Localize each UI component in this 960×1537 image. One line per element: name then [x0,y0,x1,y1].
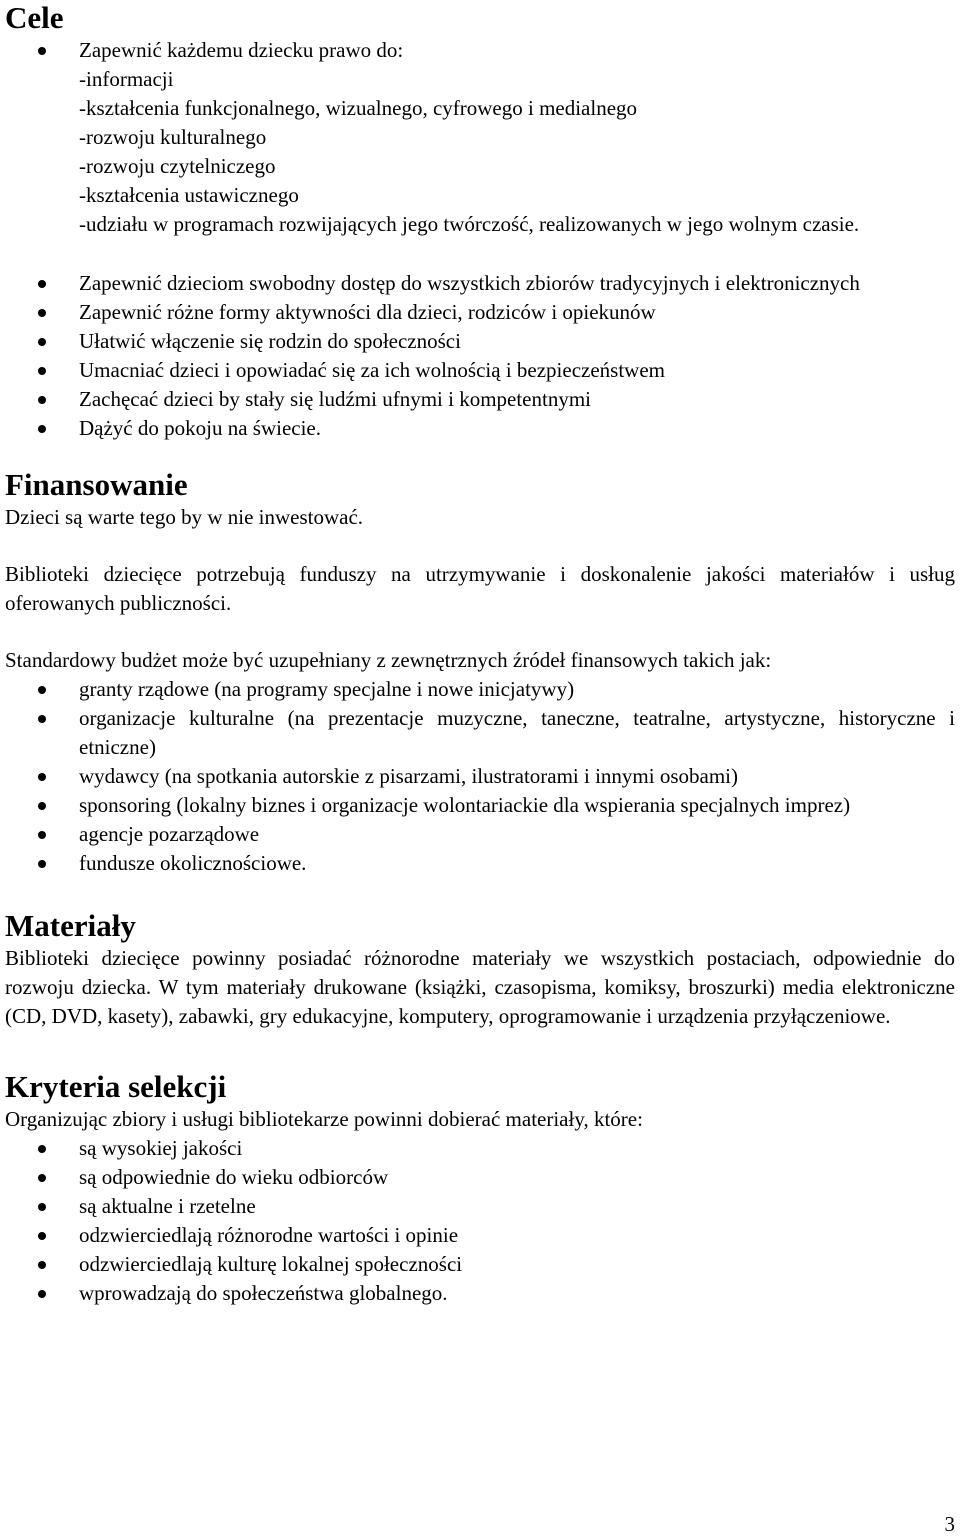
bullet-icon [38,1174,46,1182]
list-item-text: są wysokiej jakości [79,1136,243,1160]
list-item [5,849,955,878]
rights-item: -kształcenia ustawicznego [79,183,299,207]
list-item-text: sponsoring (lokalny biznes i organizacje wolontariackie dla wspierania specjalnych imprez) [79,793,851,817]
bullet-icon [38,831,46,839]
finansowanie-paragraph-1: Dzieci są warte tego by w nie inwestować. [5,505,364,529]
list-item [5,414,955,443]
bullet-icon [38,338,46,346]
list-item-text: Ułatwić włączenie się rodzin do społeczności [79,329,461,353]
bullet-icon [38,425,46,433]
list-item [5,298,955,327]
bullet-icon [38,686,46,694]
bullet-icon [38,1145,46,1153]
bullet-icon [38,1290,46,1298]
bullet-icon [38,367,46,375]
list-item-text: wprowadzają do społeczeństwa globalnego. [79,1281,448,1305]
rights-item: -rozwoju czytelniczego [79,154,276,178]
list-item-text: wydawcy (na spotkania autorskie z pisarzami, ilustratorami i innymi osobami) [79,764,738,788]
list-item [5,1250,955,1279]
bullet-icon [38,1232,46,1240]
list-item [5,1134,955,1163]
list-item-text: Zapewnić różne formy aktywności dla dzieci, rodziców i opiekunów [79,300,656,324]
finansowanie-paragraph-3: Standardowy budżet może być uzupełniany z zewnętrznych źródeł finansowych takich jak: [5,648,772,672]
rights-item: -udziału w programach rozwijających jego twórczość, realizowanych w jego wolnym czasie. [79,212,860,236]
list-item [5,356,955,385]
bullet-icon [38,1203,46,1211]
list-item [5,791,955,820]
list-item [5,704,955,762]
list-item [5,385,955,414]
heading-cele: Cele [5,0,64,35]
list-item-text: odzwierciedlają różnorodne wartości i opinie [79,1223,459,1247]
list-item-text: Dążyć do pokoju na świecie. [79,416,322,440]
list-item [5,1163,955,1192]
bullet-icon [38,309,46,317]
rights-intro: Zapewnić każdemu dziecku prawo do: [79,38,404,62]
materialy-paragraph: Biblioteki dziecięce powinny posiadać różnorodne materiały we wszystkich postaciach, odpowiednie do rozwoju dziecka. W tym materiały drukowane (książki, czasopisma, komiksy, broszurki) media elektroniczne (CD, DVD, kasety), zabawki, gry edukacyjne, komputery, oprogramowanie i urządzenia przyłączeniowe. [5,946,955,1028]
funding-sources-list [5,675,955,878]
list-item-text: agencje pozarządowe [79,822,260,846]
heading-finansowanie: Finansowanie [5,467,188,502]
list-item-text: organizacje kulturalne (na prezentacje muzyczne, taneczne, teatralne, artystyczne, historyczne i etniczne) [79,706,955,759]
list-item-text: są odpowiednie do wieku odbiorców [79,1165,389,1189]
bullet-icon [38,773,46,781]
document-page [5,0,955,1308]
kryteria-intro: Organizując zbiory i usługi bibliotekarze powinni dobierać materiały, które: [5,1107,643,1131]
heading-kryteria-selekcji: Kryteria selekcji [5,1069,227,1104]
page-number: 3 [944,1512,955,1536]
list-item-text: granty rządowe (na programy specjalne i nowe inicjatywy) [79,677,575,701]
list-item [5,1192,955,1221]
list-item [5,762,955,791]
bullet-icon [38,802,46,810]
bullet-icon [38,1261,46,1269]
cele-goals-list [5,269,955,443]
list-item-text: Umacniać dzieci i opowiadać się za ich wolnością i bezpieczeństwem [79,358,665,382]
rights-item: -kształcenia funkcjonalnego, wizualnego, cyfrowego i medialnego [79,96,638,120]
bullet-icon [38,396,46,404]
selection-criteria-list [5,1134,955,1308]
list-item-text: fundusze okolicznościowe. [79,851,307,875]
list-item [5,675,955,704]
rights-item: -informacji [79,67,174,91]
bullet-icon [38,47,46,55]
list-item-text: Zapewnić dzieciom swobodny dostęp do wszystkich zbiorów tradycyjnych i elektronicznych [79,271,860,295]
list-item [5,820,955,849]
list-item [5,1221,955,1250]
cele-rights-list [5,36,955,239]
list-item [5,1279,955,1308]
bullet-icon [38,860,46,868]
finansowanie-paragraph-2: Biblioteki dziecięce potrzebują funduszy na utrzymywanie i doskonalenie jakości materiałów i usług oferowanych publiczności. [5,562,955,615]
list-item-text: Zachęcać dzieci by stały się ludźmi ufnymi i kompetentnymi [79,387,592,411]
list-item [5,36,955,239]
bullet-icon [38,715,46,723]
list-item [5,327,955,356]
list-item [5,269,955,298]
list-item-text: odzwierciedlają kulturę lokalnej społeczności [79,1252,463,1276]
list-item-text: są aktualne i rzetelne [79,1194,256,1218]
rights-item: -rozwoju kulturalnego [79,125,267,149]
heading-materialy: Materiały [5,908,136,943]
bullet-icon [38,280,46,288]
